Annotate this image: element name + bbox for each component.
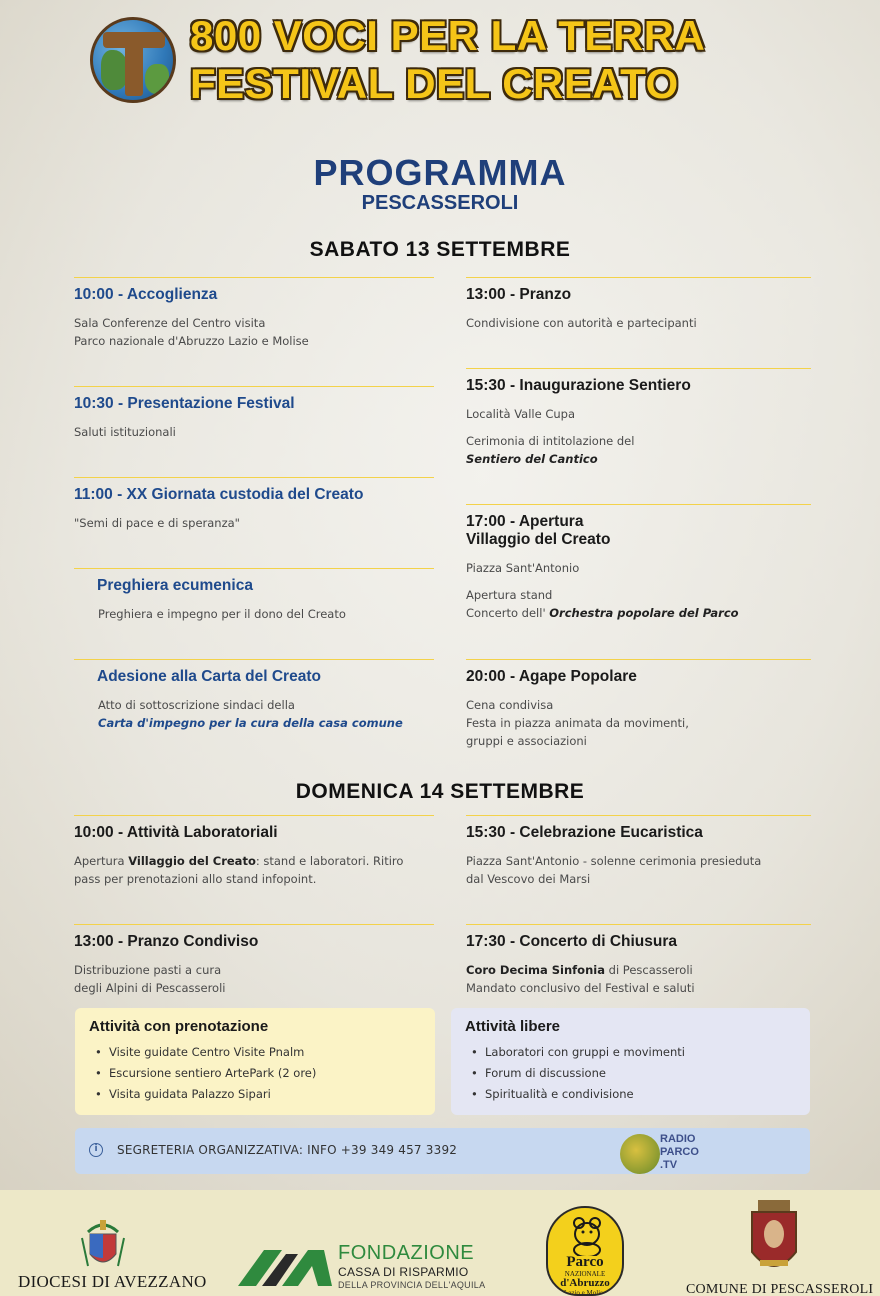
radio-text: PARCO xyxy=(660,1146,699,1158)
item-line: dal Vescovo dei Marsi xyxy=(466,872,591,886)
sun-item-eucaristica xyxy=(466,815,811,888)
item-line: Sala Conferenze del Centro visita xyxy=(74,316,266,330)
item-heading: Villaggio del Creato xyxy=(466,531,611,548)
festival-title-line1: 800 VOCI PER LA TERRA xyxy=(190,12,706,59)
item-line: Parco nazionale d'Abruzzo Lazio e Molise xyxy=(74,334,309,348)
item-heading: 10:00 - Attività Laboratoriali xyxy=(74,824,278,841)
sat-item-villaggio xyxy=(466,504,811,622)
foundation-line3: DELLA PROVINCIA DELL'AQUILA xyxy=(338,1280,486,1290)
booking-activities-box xyxy=(75,1008,435,1115)
item-heading: 10:30 - Presentazione Festival xyxy=(74,395,295,412)
festival-logo-icon xyxy=(90,17,176,103)
item-line: gruppi e associazioni xyxy=(466,734,587,748)
radio-text: RADIO xyxy=(660,1133,696,1145)
item-line: Località Valle Cupa xyxy=(466,407,576,421)
foundation-line1: FONDAZIONE xyxy=(338,1242,475,1264)
item-heading: 17:30 - Concerto di Chiusura xyxy=(466,933,678,950)
diocese-name: DIOCESI DI AVEZZANO xyxy=(18,1272,207,1291)
globe-icon xyxy=(620,1134,660,1174)
list-item: • Visita guidata Palazzo Sipari xyxy=(89,1084,421,1105)
sat-item-giornata xyxy=(74,477,434,532)
info-icon: i xyxy=(89,1143,103,1157)
bear-icon xyxy=(570,1216,604,1256)
municipality-crest-icon xyxy=(746,1198,802,1282)
item-line: Atto di sottoscrizione sindaci della xyxy=(98,698,295,712)
item-line: Preghiera e impegno per il dono del Creato xyxy=(98,607,346,621)
sunday-title: DOMENICA 14 SETTEMBRE xyxy=(295,780,585,803)
item-line: Carta d'impegno per la cura della casa comune xyxy=(98,716,403,730)
municipality-name: COMUNE DI PESCASSEROLI xyxy=(686,1282,874,1296)
diocese-crest-icon xyxy=(80,1218,126,1274)
item-heading: 20:00 - Agape Popolare xyxy=(466,668,637,685)
item-heading: 15:30 - Celebrazione Eucaristica xyxy=(466,824,703,841)
item-line: Distribuzione pasti a cura xyxy=(74,963,222,977)
item-heading: 15:30 - Inaugurazione Sentiero xyxy=(466,377,691,394)
item-line: Mandato conclusivo del Festival e saluti xyxy=(466,981,695,995)
free-activities-box xyxy=(451,1008,810,1115)
foundation-line2: CASSA DI RISPARMIO xyxy=(338,1265,469,1279)
saturday-title: SABATO 13 SETTEMBRE xyxy=(309,238,571,261)
item-line: Condivisione con autorità e partecipanti xyxy=(466,316,697,330)
sat-item-pranzo xyxy=(466,277,811,332)
item-line: Saluti istituzionali xyxy=(74,425,176,439)
item-line: degli Alpini di Pescasseroli xyxy=(74,981,226,995)
program-location: PESCASSEROLI xyxy=(361,192,519,214)
radio-text: .TV xyxy=(660,1159,678,1171)
sat-item-presentazione xyxy=(74,386,434,441)
radio-parco-logo xyxy=(620,1128,716,1176)
park-text: Lazio e Molise xyxy=(564,1289,606,1296)
item-heading: Adesione alla Carta del Creato xyxy=(97,668,321,685)
item-heading: 13:00 - Pranzo Condiviso xyxy=(74,933,259,950)
item-line: Concerto dell' Orchestra popolare del Parco xyxy=(466,606,739,620)
item-heading: 11:00 - XX Giornata custodia del Creato xyxy=(74,486,364,503)
sat-item-agape xyxy=(466,659,811,750)
secretariat-text: SEGRETERIA ORGANIZZATIVA: INFO +39 349 457 3392 xyxy=(117,1143,458,1157)
foundation-logo-icon xyxy=(236,1244,334,1290)
list-item: • Visite guidate Centro Visite Pnalm xyxy=(89,1042,421,1063)
park-text: Parco xyxy=(566,1254,604,1270)
item-line: Piazza Sant'Antonio xyxy=(466,561,580,575)
item-line: Sentiero del Cantico xyxy=(466,452,598,466)
park-logo xyxy=(546,1206,624,1296)
box-title: Attività con prenotazione xyxy=(89,1018,269,1035)
park-text: NAZIONALE xyxy=(564,1270,606,1278)
list-item: • Forum di discussione xyxy=(465,1063,796,1084)
item-line: Apertura stand xyxy=(466,588,553,602)
item-line: Festa in piazza animata da movimenti, xyxy=(466,716,689,730)
item-heading: 13:00 - Pranzo xyxy=(466,286,572,303)
park-text: d'Abruzzo xyxy=(560,1277,610,1289)
sat-item-sentiero xyxy=(466,368,811,468)
festival-title-line2: FESTIVAL DEL CREATO xyxy=(190,60,679,107)
item-line: Cerimonia di intitolazione del xyxy=(466,434,635,448)
sat-item-preghiera xyxy=(74,568,434,623)
list-item: • Spiritualità e condivisione xyxy=(465,1084,796,1105)
item-line: Coro Decima Sinfonia di Pescasseroli xyxy=(466,963,693,977)
item-heading: 10:00 - Accoglienza xyxy=(74,286,218,303)
item-line: Apertura Villaggio del Creato: stand e laboratori. Ritiro xyxy=(74,854,404,868)
sat-item-accoglienza xyxy=(74,277,434,350)
sun-item-concerto xyxy=(466,924,811,997)
item-line: Piazza Sant'Antonio - solenne cerimonia presieduta xyxy=(466,854,762,868)
item-heading: 17:00 - Apertura xyxy=(466,513,584,530)
item-line: Cena condivisa xyxy=(466,698,554,712)
program-title: PROGRAMMA xyxy=(313,152,567,193)
item-line: "Semi di pace e di speranza" xyxy=(74,516,240,530)
list-item: • Escursione sentiero ArtePark (2 ore) xyxy=(89,1063,421,1084)
item-line: pass per prenotazioni allo stand infopoint. xyxy=(74,872,317,886)
sun-item-pranzo xyxy=(74,924,434,997)
box-title: Attività libere xyxy=(465,1018,561,1035)
item-heading: Preghiera ecumenica xyxy=(97,577,253,594)
sat-item-carta xyxy=(74,659,434,732)
list-item: • Laboratori con gruppi e movimenti xyxy=(465,1042,796,1063)
sun-item-laboratori xyxy=(74,815,434,888)
